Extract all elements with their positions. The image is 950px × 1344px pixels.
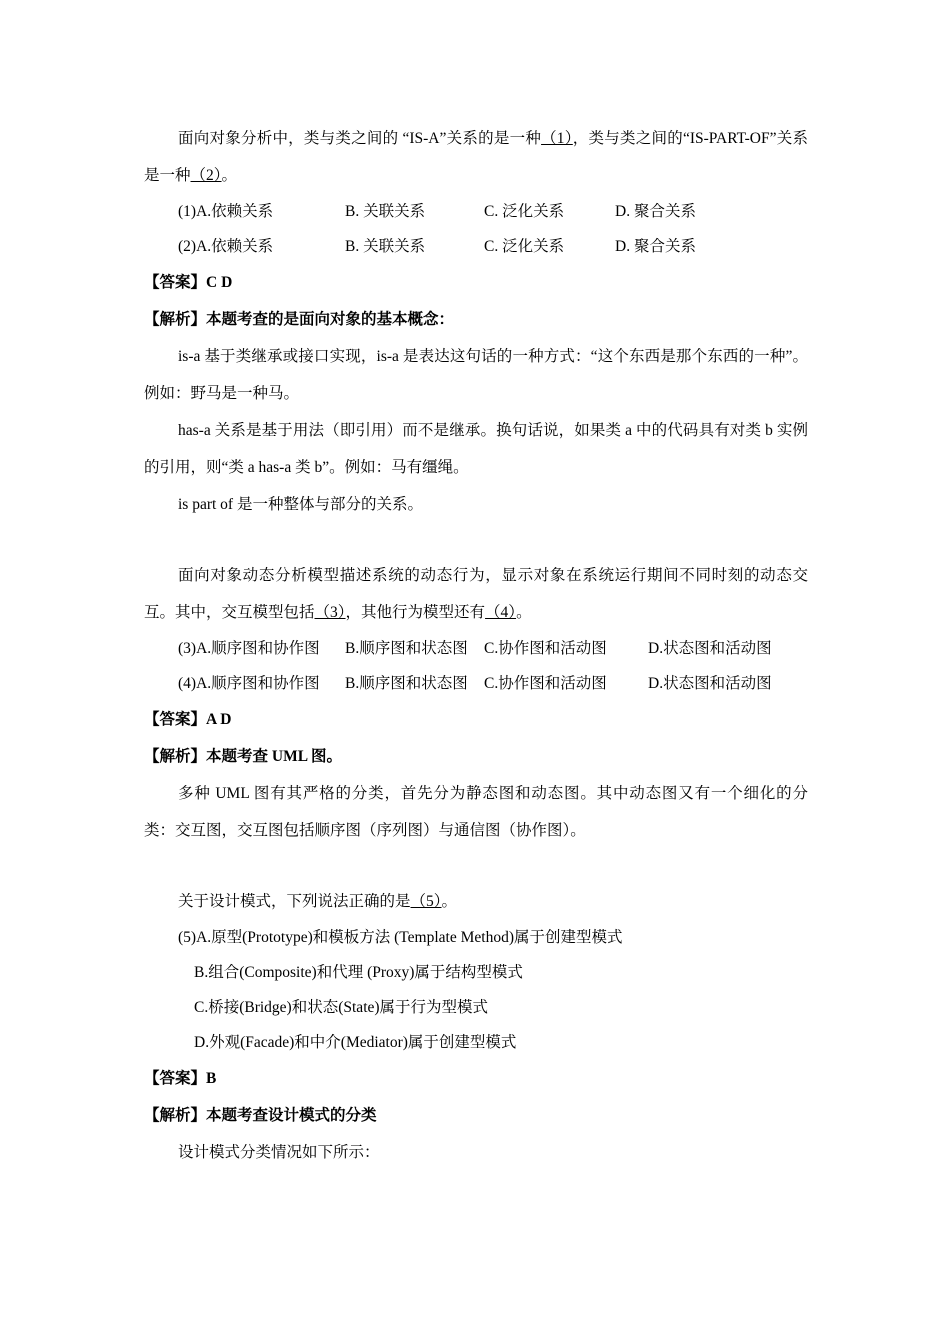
question-1-analysis-p3: is part of 是一种整体与部分的关系。 (178, 496, 423, 513)
document-content (144, 120, 808, 1171)
question-3-stem (144, 883, 808, 920)
question-2-text-b: ，其他行为模型还有 (345, 604, 486, 621)
question-3-analysis-p1: 设计模式分类情况如下所示： (178, 1144, 380, 1161)
question-2-options-4 (144, 666, 808, 701)
option-3c: C.协作图和活动图 (484, 640, 607, 657)
question-1-analysis-title: 【解析】本题考查的是面向对象的基本概念： (144, 311, 455, 328)
option-3a: (3)A.顺序图和协作图 (178, 640, 320, 657)
option-5c: C.桥接(Bridge)和状态(State)属于行为型模式 (194, 999, 489, 1016)
option-4a: (4)A.顺序图和协作图 (178, 675, 320, 692)
blank-1: （1） (541, 130, 573, 147)
option-5a: (5)A.原型(Prototype)和模板方法 (Template Method)属于创建型模式 (178, 929, 623, 946)
question-2-analysis-p1: 多种 UML 图有其严格的分类，首先分为静态图和动态图。其中动态图又有一个细化的分类：交互图，交互图包括顺序图（序列图）与通信图（协作图）。 (144, 785, 808, 839)
question-3-analysis-title: 【解析】本题考查设计模式的分类 (144, 1107, 377, 1124)
question-1-analysis-p2: has-a 关系是基于用法（即引用）而不是继承。换句话说，如果类 a 中的代码具有对类 b 实例的引用，则“类 a has-a 类 b”。例如：马有缰绳。 (144, 422, 808, 476)
option-2c: C. 泛化关系 (484, 238, 565, 255)
option-1c: C. 泛化关系 (484, 203, 565, 220)
option-3b: B.顺序图和状态图 (345, 640, 468, 657)
spacer (144, 849, 808, 883)
spacer (144, 523, 808, 557)
option-1d: D. 聚合关系 (615, 203, 696, 220)
option-1a: (1)A.依赖关系 (178, 203, 274, 220)
option-4c: C.协作图和活动图 (484, 675, 607, 692)
question-1-options-1 (144, 194, 808, 229)
question-1-options-2 (144, 229, 808, 264)
blank-2: （2） (190, 167, 222, 184)
option-5b: B.组合(Composite)和代理 (Proxy)属于结构型模式 (194, 964, 523, 981)
option-5d: D.外观(Facade)和中介(Mediator)属于创建型模式 (194, 1034, 517, 1051)
question-3-answer: 【答案】B (144, 1070, 217, 1087)
blank-3: （3） (314, 604, 346, 621)
option-3d: D.状态图和活动图 (648, 640, 772, 657)
question-2-options-3 (144, 631, 808, 666)
question-1-text-a: 面向对象分析中，类与类之间的 “IS-A”关系的是一种 (178, 130, 542, 147)
option-2b: B. 关联关系 (345, 238, 426, 255)
option-4d: D.状态图和活动图 (648, 675, 772, 692)
blank-4: （4） (485, 604, 517, 621)
question-2-text-a: 面向对象动态分析模型描述系统的动态行为，显示对象在系统运行期间不同时刻的动态交互。其中，交互模型包括 (144, 567, 808, 621)
option-1b: B. 关联关系 (345, 203, 426, 220)
question-2-stem (144, 557, 808, 631)
question-1-text-b: ，类与类之间的“IS-PART-OF”关系是一种 (144, 130, 808, 184)
blank-5: （5） (410, 893, 442, 910)
question-2-text-c: 。 (516, 604, 532, 621)
question-3-text-a: 关于设计模式，下列说法正确的是 (178, 893, 411, 910)
question-2-answer: 【答案】A D (144, 711, 232, 728)
option-4b: B.顺序图和状态图 (345, 675, 468, 692)
option-2d: D. 聚合关系 (615, 238, 696, 255)
question-1-analysis-p1: is-a 基于类继承或接口实现，is-a 是表达这句话的一种方式：“这个东西是那个东西的一种”。例如：野马是一种马。 (144, 348, 808, 402)
question-1-answer: 【答案】C D (144, 274, 233, 291)
question-1-text-c: 。 (221, 167, 238, 184)
question-2-analysis-title: 【解析】本题考查 UML 图。 (144, 748, 343, 765)
question-1-stem (144, 120, 808, 194)
question-3-text-b: 。 (441, 893, 458, 910)
option-2a: (2)A.依赖关系 (178, 238, 274, 255)
